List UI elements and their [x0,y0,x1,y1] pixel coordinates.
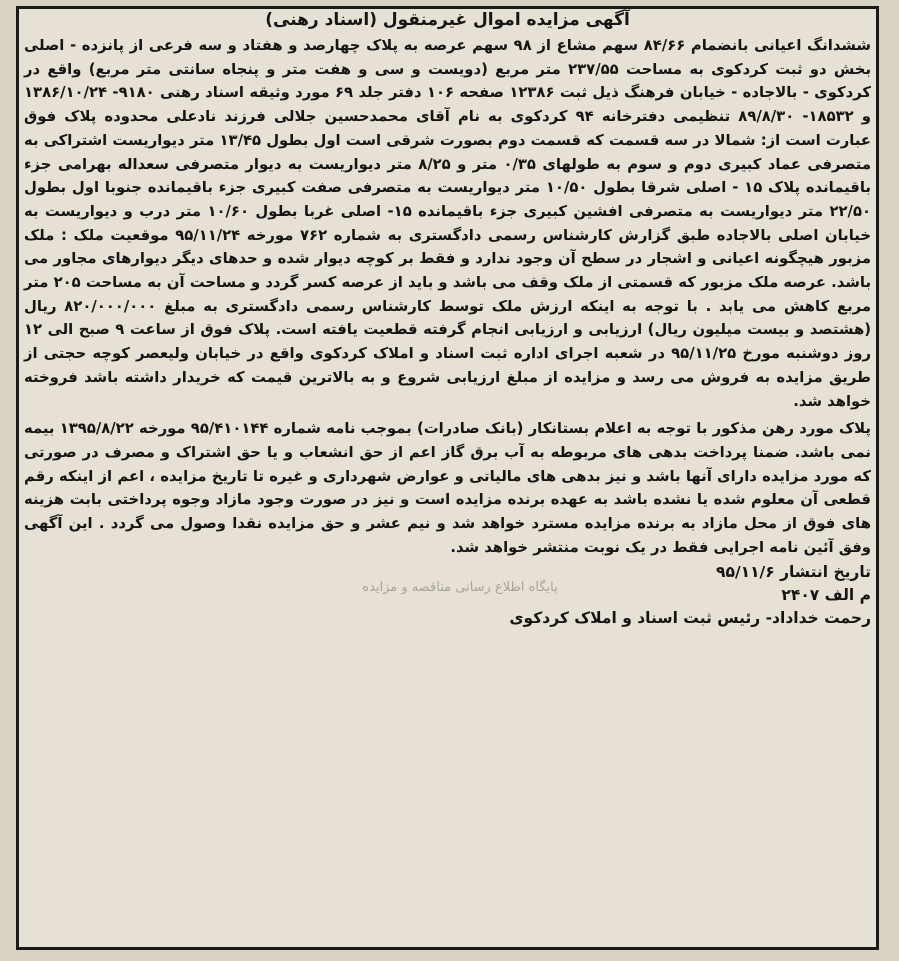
signature-line: رحمت خداداد- رئیس ثبت اسناد و املاک کردکوی [509,609,871,628]
notice-paragraph-2: پلاک مورد رهن مذکور با توجه به اعلام بستانکار (بانک صادرات) بموجب نامه شماره ۹۵/۴۱۰۱۴۴ مورخه ۱۳۹۵/۸/۲۲ بیمه نمی باشد. ضمنا پرداخت بدهی های مربوطه به آب برق گاز اعم از حق انشعاب و یا حق اشتراک و مصرف در صورتی که مورد مزایده دارای آنها باشد و نیز بدهی های مالیاتی و عوارض شهرداری و غیره تا تاریخ مزایده ، اعم از اینکه رقم قطعی آن معلوم شده یا نشده باشد به عهده برنده مزایده است و نیز در صورت وجود مازاد وجوه پرداختی بابت هزینه های فوق از محل مازاد به برنده مزایده مسترد خواهد شد و نیم عشر و حق مزایده نقدا وصول می گردد . این آگهی وفق آئین نامه اجرایی فقط در یک نوبت منتشر خواهد شد. [24,420,871,556]
notice-paragraph-1: ششدانگ اعیانی بانضمام ۸۴/۶۶ سهم مشاع از ۹۸ سهم عرصه به پلاک چهارصد و هفتاد و سه فرعی از پانزده - اصلی بخش دو ثبت کردکوی به مساحت ۲۳۷/۵۵ متر مربع (دویست و سی و هفت متر و پنجاه سانتی متر مربع) واقع در کردکوی - بالاجاده - خیابان فرهنگ ذیل ثبت ۱۲۳۸۶ صفحه ۱۰۶ دفتر جلد ۶۹ مورد وثیقه اسناد رهنی ۹۱۸۰- ۱۳۸۶/۱۰/۲۴ و ۱۸۵۳۲- ۸۹/۸/۳۰ تنظیمی دفترخانه ۹۴ کردکوی به نام آقای محمدحسین جلالی فرزند نادعلی محدوده پلاک فوق عبارت است از: شمالا در سه قسمت که قسمت دوم بصورت شرقی است اول بطول ۱۳/۴۵ متر دیواریست اشتراکی به متصرفی عماد کبیری دوم و سوم به طولهای ۰/۳۵ متر و ۸/۲۵ متر دیواریست به دیوار متصرفی سعداله بهرامی جزء باقیمانده پلاک ۱۵ - اصلی شرقا بطول ۱۰/۵۰ متر دیواریست به متصرفی صفت کبیری جزء باقیمانده جنوبا اول بطول ۲۲/۵۰ متر دیواریست به متصرفی افشین کبیری جزء باقیمانده ۱۵- اصلی غربا بطول ۱۰/۶۰ متر درب و دیواریست به خیابان اصلی بالاجاده طبق گزارش کارشناس رسمی دادگستری به شماره ۷۶۲ مورخه ۹۵/۱۱/۲۴ موقعیت ملک : ملک مزبور هیچگونه اعیانی و اشجار در سطح آن وجود ندارد و فقط بر کوچه دیوار شده و حدهای دیگر دیوارهای مجاور می باشد. عرصه ملک مزبور که قسمتی از ملک وقف می باشد و باید از عرصه کسر گردد و مساحت آن به مساحت ۲۰۵ متر مربع کاهش می یابد . با توجه به اینکه ارزش ملک توسط کارشناس رسمی دادگستری به مبلغ ۸۲۰/۰۰۰/۰۰۰ ریال (هشتصد و بیست میلیون ریال) ارزیابی و ارزیابی انجام گرفته قطعیت یافته است. پلاک فوق از ساعت ۹ صبح الی ۱۲ روز دوشنبه مورخ ۹۵/۱۱/۲۵ در شعبه اجرای اداره ثبت اسناد و املاک کردکوی واقع در خیابان ولیعصر کوچه حجتی از طریق مزایده به فروش می رسد و مزایده از مبلغ ارزیابی شروع و به بالاترین قیمت که خریدار داشته باشد فروخته خواهد شد. [24,37,872,410]
watermark-text: پایگاه اطلاع رسانی مناقصه و مزایده [362,580,558,595]
reference-code: م الف ۲۴۰۷ [781,586,871,605]
auction-notice [24,8,871,630]
notice-footer [24,561,871,630]
notice-title: آگهی مزایده اموال غیرمنقول (اسناد رهنی) [265,10,630,30]
publish-date: تاریخ انتشار ۹۵/۱۱/۶ [716,563,871,582]
